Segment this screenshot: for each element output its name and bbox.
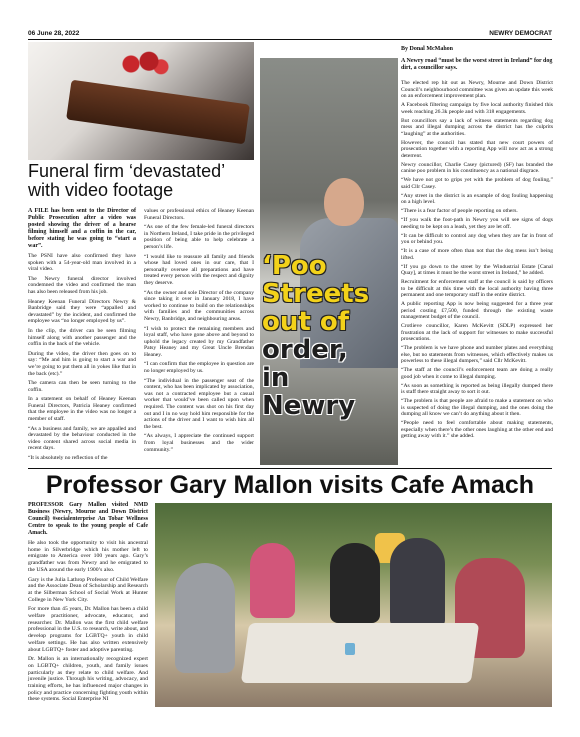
cafe-table <box>241 623 479 683</box>
header-divider <box>28 39 552 40</box>
headline-line: out of <box>262 307 350 337</box>
coffin <box>66 80 250 145</box>
poo-para: “It is a case of more often than not that the dog mess isn’t being lifted. <box>401 248 553 261</box>
poo-para: “There is a fear factor of people reporting on others. <box>401 208 518 214</box>
funeral-column-1 <box>28 208 136 465</box>
poo-para: Newry councillor, Charlie Casey (pictured) (SF) has branded the canine poo problem in his constituency as a national disgrace. <box>401 161 553 174</box>
funeral-para: In a statement on behalf of Heaney Keenan Funeral Directors, Patricia Heaney confirmed that the employee in the video was no longer a member of staff. <box>28 396 136 423</box>
headline-line: Newry <box>262 391 356 421</box>
person <box>175 563 235 673</box>
funeral-para: “I would like to reassure all family and friends whose had loved ones in our care, that I personally oversee all preparations and have treated every person with the respect and dignity they deserve. <box>144 253 254 286</box>
headline-line: in <box>262 363 290 393</box>
poo-para: “As soon as something is reported as being illegally dumped there is staff there straight away to sort it out. <box>401 382 553 395</box>
cafe-headline: Professor Gary Mallon visits Cafe Amach <box>45 471 535 499</box>
section-divider <box>28 468 552 469</box>
poo-para: A Facebook filtering campaign by five local authority finished this week reaching 26.3k people and with 318 engagements. <box>401 102 553 115</box>
cafe-group-photo <box>155 503 552 707</box>
poo-para: “We have not got to grips yet with the problem of dog fouling,” said Cllr Casey. <box>401 177 553 190</box>
funeral-para: “The individual in the passenger seat of the content, who has been implicated by association, was not a contracted employee but a casual worker that would’ve been called upon when required. The content was shot on his first day out and I in no way hold him responsible for the actions of the driver and I want to wish him all the best. <box>144 377 254 430</box>
person <box>250 543 295 618</box>
funeral-para: Heaney Keenan Funeral Directors Newry & Banbridge said they were “appalled and devastated” by the incident, and confirmed the employee was “no longer employed by us”. <box>28 298 136 325</box>
funeral-para: “I wish to protect the remaining members and loyal staff, who have gone above and beyond to uphold the legacy created by my Grandfather Patsy Heaney and my Great Uncle Brendan Heaney. <box>144 325 254 358</box>
funeral-para: The camera can then be seen turning to the coffin. <box>28 380 136 393</box>
poo-para: A public reporting App is now being suggested for a three year period costing £7,500, funded through the existing waste management budget of the council. <box>401 301 553 320</box>
poo-para: “People need to feel comfortable about making statements, especially when there’s the other ones laughing at the other end and getting away with it.” she added. <box>401 420 553 439</box>
photo-head <box>324 178 364 226</box>
cafe-para: For more than 45 years, Dr. Mallon has been a child welfare practitioner, advocate, educator, and researcher. Dr. Mallon was the first child welfare professional in the U.S. to research, write about, and develop programs for LGBTQ+ youth in child welfare settings. He has also written extensively about LGBTQ+ foster and adoptive parenting. <box>28 606 148 653</box>
flower-wreath <box>113 50 173 78</box>
cafe-lead: PROFESSOR Gary Mallon visited NMD Business (Newry, Mourne and Down District Council) #socialenterprise An Tobar Wellness Centre to speak to the young people of Cafe Amach. <box>28 502 148 536</box>
funeral-para: values or professional ethics of Heaney Keenan Funeral Directors. <box>144 208 254 221</box>
poo-body <box>401 80 553 442</box>
poo-intro: A Newry road “must be the worst street in Ireland” for dog dirt, a councillor says. <box>401 58 553 71</box>
poo-para: Recruitment for enforcement staff at the council is said by officers to be difficult at this time with the local authority having three permanent and one temporary staff in the entire district. <box>401 279 553 298</box>
headline-line: Streets <box>262 279 370 309</box>
poo-para: “The problem is we have phone and number plates and everything else, but no statements from witnesses, which effectively makes us powerless to these illegal dumpers,” said Cllr McKevitt. <box>401 345 553 364</box>
hearse-coffin-photo <box>28 42 254 160</box>
poo-para: However, the council has stated that new court powers of prosecution together with a reporting App will now act as a strong deterrent. <box>401 139 553 159</box>
funeral-para: A FILE has been sent to the Director of Public Prosecution after a video was posted showing the driver of a hearse filming himself and a coffin in the car, before stating he was going to “start a war”. <box>28 208 136 249</box>
funeral-para: The Newry funeral director involved condemned the video and confirmed the man has also been released from his job. <box>28 275 136 295</box>
cafe-body <box>28 502 148 706</box>
funeral-para: The PSNI have also confirmed they have spoken with a 54-year-old man involved in a viral video. <box>28 253 136 273</box>
poo-para: “If you walk the foot-path in Newry you will see signs of dogs needing to be kept on a leash, yet they are let off. <box>401 217 553 230</box>
byline: By Donal McMahon <box>401 46 454 52</box>
funeral-para: “As a business and family, we are appalled and devastated by the behaviour conducted in the video content shared across social media in recent days. <box>28 425 136 452</box>
poo-para: But councillors say a lack of witness statements regarding dog mess and illegal dumping across the district has the culprits “laughing” at the authorities. <box>401 117 553 137</box>
poo-para: The elected rep hit out as Newry, Mourne and Down District Council’s neighbourhood committee was given an update this week on an enforcement improvement plan. <box>401 80 553 99</box>
poo-para: “The staff at the council’s enforcement team are doing a really good job when it come to illegal dumping. <box>401 367 553 380</box>
poo-para: “The problem is that people are afraid to make a statement on who is suspected of doing the illegal dumping, and the ones doing the dumping all know we can’t do anything about it then. <box>401 398 553 417</box>
funeral-para: “As the owner and sole Director of the company since taking it over in January 2018, I have worked to continue to build on the relationships with families and the communities across Newry, Banbridge, and neighbouring areas. <box>144 289 254 322</box>
poo-headline <box>262 252 402 420</box>
poo-para: Crotlieve councillor, Karen McKevitt (SDLP) expressed her frustration at the lack of support for witnesses to make successful prosecutions. <box>401 323 553 342</box>
poo-para: “It can be difficult to control any dog when they are far in front of you or behind you. <box>401 232 553 245</box>
person <box>390 538 445 628</box>
poo-para: “If you go down to the street by the Windustrial Estate [Canal Quay], at times it must be the worst street in Ireland,” he added. <box>401 263 553 276</box>
poo-para: “Any street in the district is an example of dog fouling happening on a high level. <box>401 192 553 205</box>
funeral-column-2 <box>144 208 254 456</box>
funeral-headline: Funeral firm ‘devastated’ with video footage <box>28 161 225 200</box>
cafe-para: Dr. Mallon is an internationally recognized expert on LGBTQ+ children, youth, and family issues particularly as they relate to child welfare. And juvenile justice. Through his writing, advocacy, and training efforts, he has influenced major changes in policy and practice concerning fighting youth within these systems. Social Enterprise NI <box>28 656 148 703</box>
funeral-para: During the video, the driver then goes on to say: “Me and him is going to start a war and we’re going to put them all in yokes like that in the back (etc).” <box>28 350 136 377</box>
funeral-para: “As always, I appreciate the continued support from loyal businesses and the wider community.” <box>144 433 254 453</box>
page-header <box>28 30 552 42</box>
cafe-para: Gary is the Julia Lathrop Professor of Child Welfare and the Associate Dean of Scholarship and Research at the Silberman School of Social Work at Hunter College in New York City. <box>28 576 148 603</box>
funeral-para: “I can confirm that the employee in question are no longer employed by us. <box>144 361 254 375</box>
headline-line: ‘Poo <box>262 251 327 281</box>
person <box>330 543 380 623</box>
funeral-para: “As one of the few female-led funeral directors in Northern Ireland, I take pride in the privileged position of being able to help celebrate a person’s life. <box>144 224 254 250</box>
newspaper-name: NEWRY DEMOCRAT <box>489 30 552 37</box>
funeral-para: “It is absolutely no reflection of the <box>28 455 108 462</box>
mug <box>345 643 355 655</box>
headline-line: order, <box>262 335 348 365</box>
funeral-para: In the clip, the driver can be seen filming himself along with another passenger and the coffin in the back of the vehicle. <box>28 327 136 348</box>
cafe-para: He also took the opportunity to visit his ancestral home in Silverbridge which his mother left to emigrate to America over 100 years ago. Gary’s grandfather was from Newry and he emigrated to the USA around the early 1900’s also. <box>28 540 148 573</box>
issue-date: 06 June 28, 2022 <box>28 30 80 37</box>
